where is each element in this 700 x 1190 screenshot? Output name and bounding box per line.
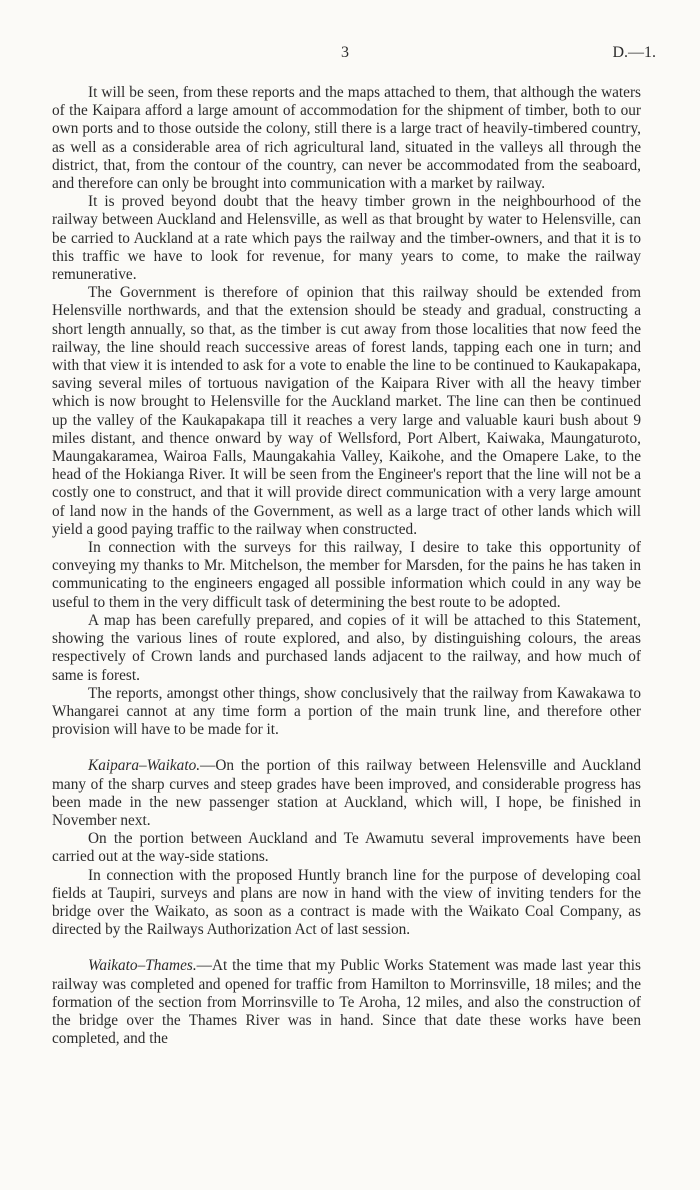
page-number: 3 — [341, 44, 349, 61]
paragraph: In connection with the proposed Huntly branch line for the purpose of developing coal fields at Taupiri, surveys and plans are now in hand with the view of inviting tenders for the bridge over the Waikato, as soon as a contract is made with the Waikato Coal Company, as directed by the Railways Authorization Act of last session. — [52, 866, 641, 939]
paragraph: On the portion between Auckland and Te Awamutu several improvements have been carried out at the way-side stations. — [52, 830, 641, 866]
paragraph: The Government is therefore of opinion that this railway should be extended from Helensville northwards, and that the extension should be steady and gradual, constructing a short length annually, so that, as the timber is cut away from those localities that now feed the railway, the line should reach successive areas of forest lands, tapping each one in turn; and with that view it is intended to ask for a vote to enable the line to be continued to Kaukapakapa, saving several miles of tortuous navigation of the Kaipara River with all the heavy timber which is now brought to Helensville for the Auckland market. The line can then be continued up the valley of the Kaukapakapa till it reaches a very large and valuable kauri bush about 9 miles distant, and thence onward by way of Wellsford, Port Albert, Kaiwaka, Maungaturoto, Maungakaramea, Wairoa Falls, Maungakahia Valley, Kaikohe, and the Omapere Lake, to the head of the Hokianga River. It will be seen from the Engineer's report that the line will not be a costly one to construct, and that it will provide direct communication with a very large amount of land now in the hands of the Government, as well as a large tract of other lands which will yield a good paying traffic to the railway when constructed. — [52, 284, 641, 538]
section-paragraph-waikato-thames: Waikato–Thames.—At the time that my Public Works Statement was made last year this railway was completed and opened for traffic from Hamilton to Morrinsville, 18 miles; and the formation of the section from Morrinsville to Te Aroha, 12 miles, and also the construction of the bridge over the Thames River was in hand. Since that date these works have been completed, and the — [52, 957, 641, 1048]
section-heading: Kaipara–Waikato. — [88, 757, 201, 775]
paragraph: In connection with the surveys for this railway, I desire to take this opportunity of conveying my thanks to Mr. Mitchelson, the member for Marsden, for the pains he has taken in communicating to the engineers engaged all possible information which could in any way be useful to them in the very difficult task of determining the best route to be adopted. — [52, 539, 641, 611]
section-paragraph-kaipara-waikato: Kaipara–Waikato.—On the portion of this railway between Helensville and Auckland many of the sharp curves and steep grades have been improved, and considerable progress has been made in the new passenger station at Auckland, which will, I hope, be finished in November next. — [52, 757, 641, 829]
paragraph: It will be seen, from these reports and the maps attached to them, that although the waters of the Kaipara afford a large amount of accommodation for the shipment of timber, both to our own ports and to those outside the colony, still there is a large tract of heavily-timbered country, as well as a considerable area of rich agricultural land, situated in the valleys all through the district, that, from the contour of the country, can never be accommodated from the seaboard, and therefore can only be brought into communication with a market by railway. — [52, 84, 641, 193]
body-text — [52, 84, 641, 1048]
paragraph: A map has been carefully prepared, and copies of it will be attached to this Statement, showing the various lines of route explored, and also, by distinguishing colours, the areas respectively of Crown lands and purchased lands adjacent to the railway, and how much of same is forest. — [52, 611, 641, 684]
section-heading: Waikato–Thames. — [88, 957, 197, 975]
paragraph: It is proved beyond doubt that the heavy timber grown in the neighbourhood of the railway between Auckland and Helensville, as well as that brought by water to Helensville, can be carried to Auckland at a rate which pays the railway and the timber-owners, and that it is to this traffic we have to look for revenue, for many years to come, to make the railway remunerative. — [52, 193, 641, 284]
document-reference: D.—1. — [612, 44, 656, 61]
paragraph: The reports, amongst other things, show conclusively that the railway from Kawakawa to Whangarei cannot at any time form a portion of the main trunk line, and therefore other provision will have to be made for it. — [52, 684, 641, 739]
